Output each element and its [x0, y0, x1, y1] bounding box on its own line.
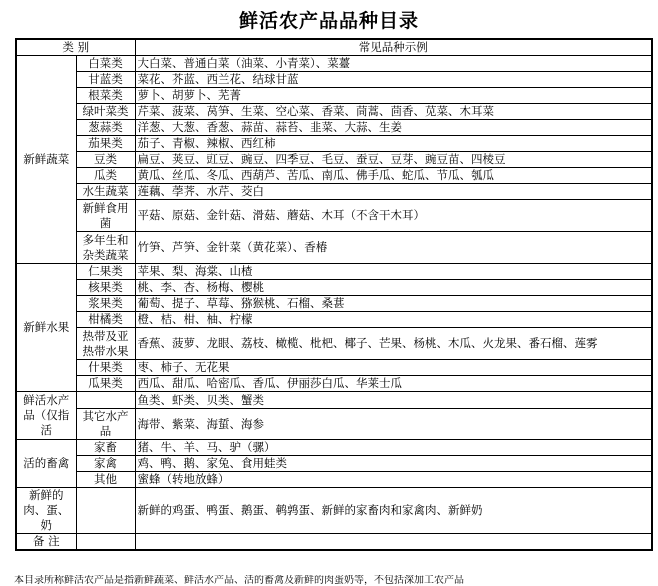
category-meat-eggs-milk: 新鲜的肉、蛋、奶: [16, 488, 76, 534]
subcategory: 瓜类: [76, 168, 135, 184]
table-row: [16, 200, 652, 232]
examples-cell: 蜜蜂（转地放蜂）: [135, 472, 652, 488]
subcategory: 浆果类: [76, 296, 135, 312]
subcategory: 家禽: [76, 456, 135, 472]
examples-cell: 猪、牛、羊、马、驴（骡）: [135, 440, 652, 456]
examples-cell: 茄子、青椒、辣椒、西红柿: [135, 136, 652, 152]
subcategory: 豆类: [76, 152, 135, 168]
subcategory: 其他: [76, 472, 135, 488]
table-row: [16, 328, 652, 360]
table-row: [16, 280, 652, 296]
table-row: [16, 232, 652, 264]
table-row: [16, 72, 652, 88]
examples-cell: 平菇、原菇、金针菇、滑菇、蘑菇、木耳（不含干木耳）: [135, 200, 652, 232]
subcategory: 仁果类: [76, 264, 135, 280]
subcategory: 多年生和杂类蔬菜: [76, 232, 135, 264]
table-row: [16, 360, 652, 376]
product-catalog-table: [15, 38, 653, 551]
table-row: [16, 376, 652, 392]
remarks-empty: [76, 534, 135, 551]
subcategory: 核果类: [76, 280, 135, 296]
subcategory: 水生蔬菜: [76, 184, 135, 200]
subcategory: 绿叶菜类: [76, 104, 135, 120]
examples-cell: 海带、紫菜、海蜇、海参: [135, 409, 652, 440]
table-row: [16, 472, 652, 488]
table-row: [16, 184, 652, 200]
subcategory: 根菜类: [76, 88, 135, 104]
examples-cell: 竹笋、芦笋、金针菜（黄花菜）、香椿: [135, 232, 652, 264]
table-row: [16, 104, 652, 120]
table-row: [16, 456, 652, 472]
remarks-label: 备 注: [16, 534, 76, 551]
examples-cell: 萝卜、胡萝卜、芜菁: [135, 88, 652, 104]
remarks-row: [16, 534, 652, 551]
table-row: [16, 56, 652, 72]
table-row: [16, 296, 652, 312]
subcategory: 甘蓝类: [76, 72, 135, 88]
examples-cell: 西瓜、甜瓜、哈密瓜、香瓜、伊丽莎白瓜、华莱士瓜: [135, 376, 652, 392]
subcategory: 什果类: [76, 360, 135, 376]
table-row: [16, 152, 652, 168]
footer-note: 本目录所称鲜活农产品是指新鲜蔬菜、鲜活水产品、活的畜禽及新鲜的肉蛋奶等，不包括深加工农产品: [14, 575, 464, 586]
subcategory: 瓜果类: [76, 376, 135, 392]
subcategory: 新鲜食用菌: [76, 200, 135, 232]
category-aquatic: 鲜活水产品（仅指活: [16, 392, 76, 440]
header-examples: 常见品种示例: [135, 39, 652, 56]
examples-cell: 橙、桔、柑、柚、柠檬: [135, 312, 652, 328]
table-row: [16, 440, 652, 456]
subcategory: 白菜类: [76, 56, 135, 72]
table-row: [16, 264, 652, 280]
page-title: 鲜活农产品品种目录: [238, 10, 419, 32]
table-row: [16, 392, 652, 409]
table-row: [16, 120, 652, 136]
table-header-row: [16, 39, 652, 56]
table-row: [16, 88, 652, 104]
examples-cell: 芹菜、菠菜、莴笋、生菜、空心菜、香菜、茼蒿、茴香、苋菜、木耳菜: [135, 104, 652, 120]
examples-cell: 大白菜、普通白菜（油菜、小青菜）、菜薹: [135, 56, 652, 72]
subcategory: 家畜: [76, 440, 135, 456]
examples-cell: 扁豆、荚豆、豇豆、豌豆、四季豆、毛豆、蚕豆、豆芽、豌豆苗、四棱豆: [135, 152, 652, 168]
examples-cell: 枣、柿子、无花果: [135, 360, 652, 376]
table-row: [16, 312, 652, 328]
category-fruits: 新鲜水果: [16, 264, 76, 392]
subcategory: 葱蒜类: [76, 120, 135, 136]
table-row: [16, 409, 652, 440]
examples-cell: 鸡、鸭、鹅、家兔、食用蛙类: [135, 456, 652, 472]
examples-cell: 黄瓜、丝瓜、冬瓜、西葫芦、苦瓜、南瓜、佛手瓜、蛇瓜、节瓜、瓠瓜: [135, 168, 652, 184]
category-vegetables: 新鲜蔬菜: [16, 56, 76, 264]
examples-cell: 葡萄、提子、草莓、猕猴桃、石榴、桑葚: [135, 296, 652, 312]
subcategory: 其它水产品: [76, 409, 135, 440]
examples-cell: 桃、李、杏、杨梅、樱桃: [135, 280, 652, 296]
examples-cell: 鱼类、虾类、贝类、蟹类: [135, 392, 652, 409]
examples-cell: 莲藕、荸荠、水芹、茭白: [135, 184, 652, 200]
subcategory-empty: [76, 488, 135, 534]
examples-cell: 苹果、梨、海棠、山楂: [135, 264, 652, 280]
subcategory: 热带及亚热带水果: [76, 328, 135, 360]
table-row: [16, 488, 652, 534]
remarks-content: [135, 534, 652, 551]
subcategory: 柑橘类: [76, 312, 135, 328]
category-livestock: 活的畜禽: [16, 440, 76, 488]
subcategory: [76, 392, 135, 409]
examples-cell: 新鲜的鸡蛋、鸭蛋、鹅蛋、鹌鹑蛋、新鲜的家畜肉和家禽肉、新鲜奶: [135, 488, 652, 534]
examples-cell: 菜花、芥蓝、西兰花、结球甘蓝: [135, 72, 652, 88]
table-row: [16, 168, 652, 184]
examples-cell: 香蕉、菠萝、龙眼、荔枝、橄榄、枇杷、椰子、芒果、杨桃、木瓜、火龙果、番石榴、莲雾: [135, 328, 652, 360]
table-row: [16, 136, 652, 152]
subcategory: 茄果类: [76, 136, 135, 152]
examples-cell: 洋葱、大葱、香葱、蒜苗、蒜苔、韭菜、大蒜、生姜: [135, 120, 652, 136]
header-category: 类 别: [16, 39, 135, 56]
